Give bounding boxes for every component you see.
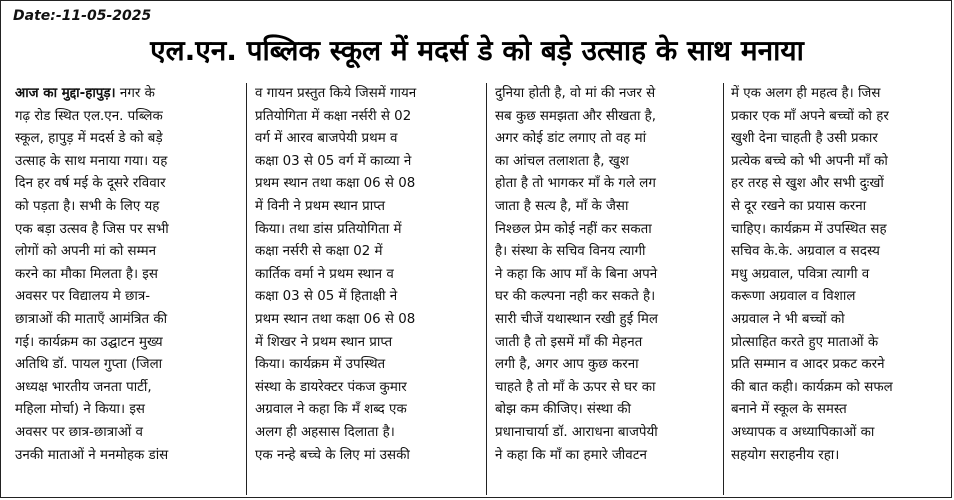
article-line: वर्ग में आरव बाजपेयी प्रथम व: [255, 131, 398, 147]
article-line: जाती है तो इसमें माँ की मेहनत: [495, 334, 643, 350]
article-line: उनकी माताओं ने मनमोहक डांस: [15, 447, 169, 463]
article-line: [15, 83, 237, 106]
article-line: जाता है सत्य है, माँ के जैसा: [495, 198, 629, 214]
column-divider: [723, 83, 724, 495]
article-line: प्रधानाचार्या डॉ. आराधना बाजपेयी: [495, 424, 658, 440]
article-line: है। संस्था के सचिव विनय त्यागी: [495, 244, 646, 260]
article-line: बोझ कम कीजिए। संस्था की: [495, 402, 631, 418]
article-line: एक नन्हे बच्चे के लिए मां उसकी: [255, 447, 410, 463]
article-line: किया। कार्यक्रम में उपस्थित: [255, 357, 386, 373]
article-line: व गायन प्रस्तुत किये जिसमें गायन: [255, 86, 417, 101]
article-line: सब कुछ समझता और सीखता है,: [495, 108, 657, 124]
article-line: प्रतियोगिता में कक्षा नर्सरी से 02: [255, 108, 412, 124]
publication-date: Date:-11-05-2025: [13, 8, 152, 24]
article-column-2: [255, 83, 477, 495]
article-line: अतिथि डॉ. पायल गुप्ता (जिला: [15, 357, 163, 373]
article-line: निश्छल प्रेम कोई नहीं कर सकता: [495, 221, 652, 237]
article-column-1: [15, 83, 237, 495]
article-line: कक्षा 03 से 05 में हिताक्षी ने: [255, 289, 398, 305]
article-line: में एक अलग ही महत्व है। जिस: [731, 86, 881, 101]
article-line: को पड़ता है। सभी के लिए यह: [15, 198, 160, 214]
article-line: कार्तिक वर्मा ने प्रथम स्थान व: [255, 266, 394, 282]
article-line: करूणा अग्रवाल व विशाल: [731, 289, 856, 305]
article-line: उत्साह के साथ मनाया गया। यह: [15, 153, 168, 169]
article-line: दिन हर वर्ष मई के दूसरे रविवार: [15, 176, 166, 192]
article-body: [1, 83, 951, 495]
article-line: प्रथम स्थान तथा कक्षा 06 से 08: [255, 176, 416, 192]
article-line: गढ़ रोड स्थित एल.एन. पब्लिक: [15, 108, 163, 124]
column-divider: [246, 83, 247, 495]
article-line: में शिखर ने प्रथम स्थान प्राप्त: [255, 334, 393, 350]
article-line: घर की कल्पना नही कर सकते है।: [495, 289, 656, 305]
article-line: का आंचल तलाशता है, खुश: [495, 153, 629, 169]
article-line: लगी है, अगर आप कुछ करना: [495, 357, 639, 373]
article-line: सारी चीजें यथास्थान रखी हुई मिल: [495, 311, 658, 327]
article-line: कक्षा नर्सरी से कक्षा 02 में: [255, 244, 383, 260]
article-line: अवसर पर विद्यालय मे छात्र-: [15, 289, 151, 305]
article-line: अध्यक्ष भारतीय जनता पार्टी,: [15, 379, 152, 395]
article-line: हर तरह से खुश और सभी दुःखों: [731, 176, 884, 192]
column-divider: [486, 83, 487, 495]
article-line: कक्षा 03 से 05 वर्ग में काव्या ने: [255, 153, 412, 169]
article-line: चाहते है तो माँ के ऊपर से घर का: [495, 379, 656, 395]
article-line: अग्रवाल ने कहा कि मँ शब्द एक: [255, 402, 407, 418]
article-line: खुशी देना चाहती है उसी प्रकार: [731, 131, 878, 147]
article-line: प्रोत्साहित करते हुए माताओं के: [731, 334, 879, 350]
article-line: सहयोग सराहनीय रहा।: [731, 447, 840, 463]
article-line: प्रति सम्मान व आदर प्रकट करने: [731, 357, 885, 373]
article-line: प्रत्येक बच्चे को भी अपनी माँ को: [731, 153, 888, 169]
article-line: सचिव के.के. अग्रवाल व सदस्य: [731, 244, 880, 260]
article-column-4: [731, 83, 945, 495]
article-line: किया। तथा डांस प्रतियोगिता में: [255, 221, 402, 237]
article-line: चाहिए। कार्यक्रम में उपस्थित सह: [731, 221, 887, 237]
article-line: ने कहा कि आप माँ के बिना अपने: [495, 266, 658, 282]
article-line: में विनी ने प्रथम स्थान प्राप्त: [255, 198, 385, 214]
article-column-3: [495, 83, 717, 495]
article-line: अग्रवाल ने भी बच्चों को: [731, 311, 845, 327]
article-line: अगर कोई डांट लगाए तो वह मां: [495, 131, 647, 147]
article-text: नगर के: [115, 86, 155, 101]
article-line: संस्था के डायरेक्टर पंकज कुमार: [255, 379, 407, 395]
article-line: करने का मौका मिलता है। इस: [15, 266, 158, 282]
article-line: अवसर पर छात्र-छात्राओं व: [15, 424, 143, 440]
article-line: दुनिया होती है, वो मां की नजर से: [495, 86, 656, 101]
article-line: अध्यापक व अध्यापिकाओं का: [731, 424, 875, 440]
article-line: बनाने में स्कूल के समस्त: [731, 402, 847, 418]
article-line: महिला मोर्चा) ने किया। इस: [15, 402, 145, 418]
article-line: से दूर रखने का प्रयास करना: [731, 198, 867, 214]
headline: एल.एन. पब्लिक स्कूल में मदर्स डे को बड़े उत्साह के साथ मनाया: [150, 34, 804, 67]
article-line: ने कहा कि माँ का हमारे जीवटन: [495, 447, 647, 463]
article-line: छात्राओं की माताएँ आमंत्रित की: [15, 311, 168, 327]
article-line: होता है तो भागकर माँ के गले लग: [495, 176, 656, 192]
article-line: की बात कही। कार्यक्रम को सफल: [731, 379, 893, 395]
article-line: गई। कार्यक्रम का उद्घाटन मुख्य: [15, 334, 163, 350]
article-line: अलग ही अहसास दिलाता है।: [255, 424, 395, 440]
article-line: लोगों को अपनी मां को सम्मन: [15, 244, 157, 260]
article-lead: आज का मुद्दा-हापुड़।: [15, 86, 116, 101]
article-line: मधु अग्रवाल, पवित्रा त्यागी व: [731, 266, 870, 282]
article-line: प्रथम स्थान तथा कक्षा 06 से 08: [255, 311, 416, 327]
article-line: एक बड़ा उत्सव है जिस पर सभी: [15, 221, 169, 237]
article-line: प्रकार एक माँ अपने बच्चों को हर: [731, 108, 889, 124]
article-line: स्कूल, हापुड़ में मदर्स डे को बड़े: [15, 131, 163, 147]
